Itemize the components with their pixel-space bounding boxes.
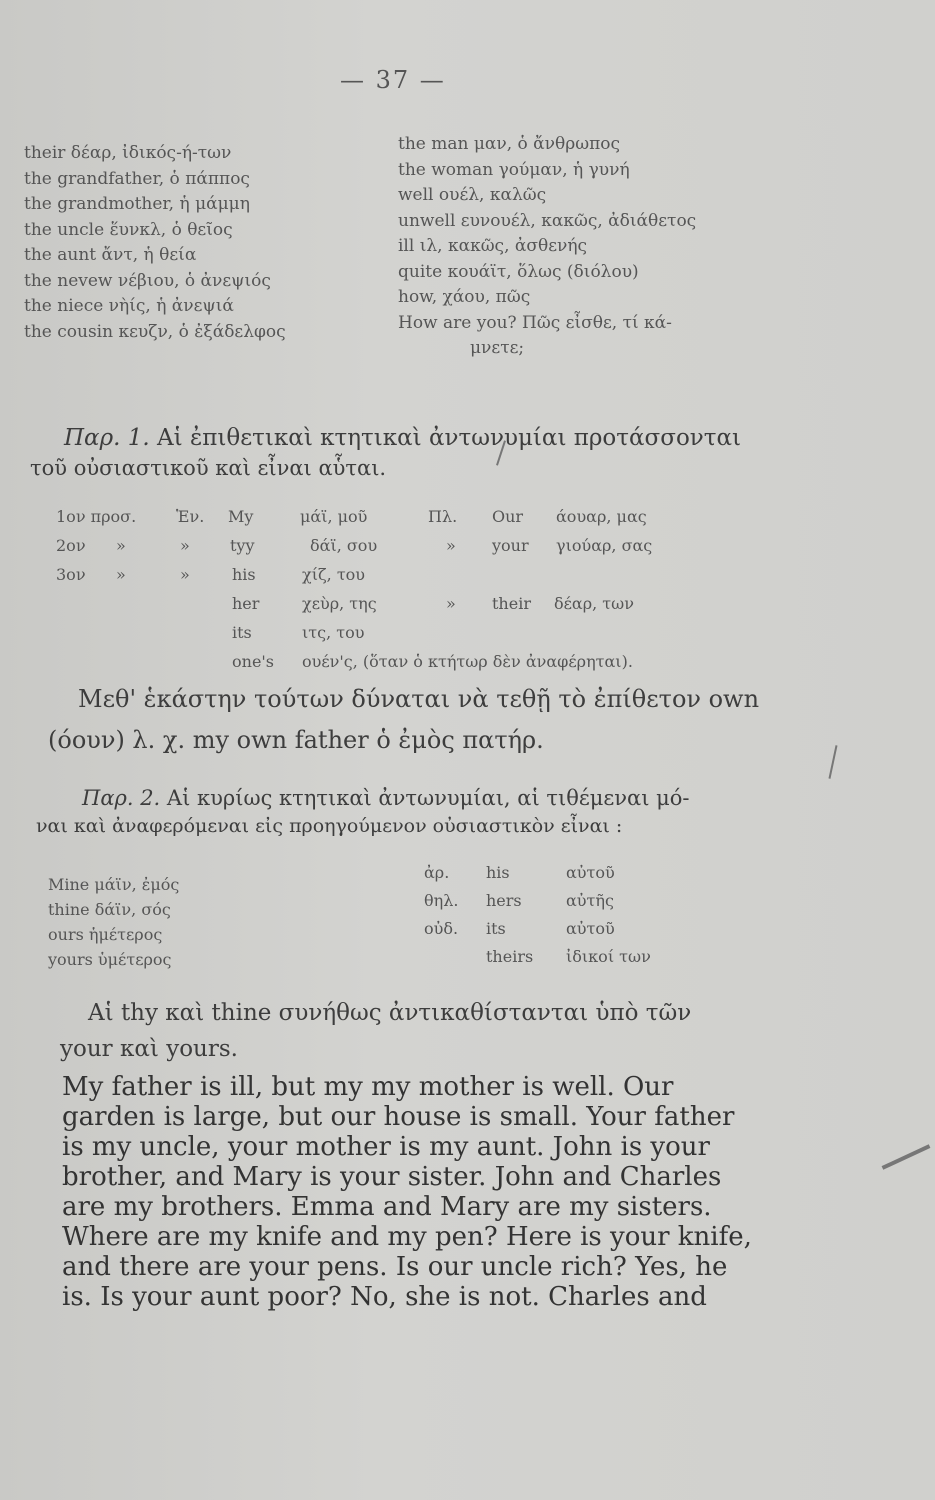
exercise-line: My father is ill, but my my mother is well. Our — [62, 1072, 674, 1102]
english-cell: its — [232, 623, 252, 642]
vocab-entry: quite κουάϊτ, ὅλως (διόλου) — [398, 261, 639, 282]
vocab-entry: the niece νὴίς, ἡ ἀνεψιά — [24, 296, 234, 316]
vocab-entry: the aunt ἄντ, ἡ θεία — [24, 245, 197, 265]
pronoun-entry: thine δάϊν, σός — [48, 900, 171, 919]
ditto-mark: » — [116, 536, 126, 555]
gender-cell: θηλ. — [424, 891, 459, 910]
greek-cell: χεὺρ, της — [302, 594, 377, 613]
vocab-entry: the woman γούμαν, ἡ γυνή — [398, 159, 630, 180]
greek-cell: χίζ, του — [302, 565, 366, 584]
exercise-text — [62, 1072, 752, 1312]
english-cell: hers — [486, 891, 522, 910]
vocab-entry: well ουέλ, καλῶς — [398, 185, 547, 205]
absolute-pronouns-left — [48, 872, 179, 972]
vocabulary-list-right — [398, 132, 696, 362]
english-cell: My — [228, 507, 254, 526]
margin-pencil-mark — [882, 1144, 931, 1170]
english-cell: tyy — [230, 536, 255, 555]
exercise-line: is. Is your aunt poor? No, she is not. Charles and — [62, 1282, 707, 1312]
greek-cell: ἰδικοί των — [566, 947, 651, 966]
plural-greek-cell: άουαρ, μας — [556, 507, 647, 526]
exercise-line: garden is large, but our house is small. Your father — [62, 1102, 735, 1132]
own-paragraph-line-2: (όουν) λ. χ. my own father ὁ ἐμὸς πατήρ. — [48, 726, 544, 754]
plural-english-cell: Our — [492, 507, 524, 526]
exercise-line: are my brothers. Emma and Mary are my sisters. — [62, 1192, 712, 1222]
pronoun-entry: yours ὑμέτερος — [48, 950, 172, 969]
vocab-entry: the grandmother, ἡ μάμμη — [24, 194, 250, 214]
plural-greek-cell: γιούαρ, σας — [556, 536, 653, 555]
vocab-entry: how, χάου, πῶς — [398, 287, 531, 307]
vocab-entry: the man μαν, ὁ ἄνθρωπος — [398, 134, 620, 154]
english-cell: one's — [232, 652, 275, 671]
english-cell: his — [232, 565, 256, 584]
paragraph-2 — [82, 786, 690, 810]
gender-cell: οὐδ. — [424, 919, 459, 938]
vocab-entry: How are you? Πῶς εἶσθε, τί κά- — [398, 312, 672, 333]
exercise-line: and there are your pens. Is our uncle rich? Yes, he — [62, 1252, 728, 1282]
english-cell: her — [232, 594, 260, 613]
plural-english-cell: your — [492, 536, 529, 555]
paragraph-label: Παρ. 2. — [82, 786, 161, 810]
vocab-entry: their δέαρ, ἰδικός-ή-των — [24, 143, 232, 163]
exercise-line: is my uncle, your mother is my aunt. John is your — [62, 1132, 710, 1162]
pronoun-entry: ours ἡμέτερος — [48, 925, 163, 944]
plural-marker: » — [446, 594, 456, 613]
gender-cell: ἀρ. — [424, 863, 450, 882]
thy-paragraph-line-2: your καὶ yours. — [60, 1036, 238, 1062]
vocab-entry: the cousin κευζν, ὁ ἐξάδελφος — [24, 321, 286, 342]
pronoun-entry: Mine μάϊν, ἐμός — [48, 875, 180, 894]
person-cell: 1ον προσ. — [56, 507, 137, 526]
thy-paragraph-line-1: Αἱ thy καὶ thine συνήθως ἀντικαθίστανται ὑπὸ τῶν — [88, 1000, 692, 1026]
paragraph-1 — [64, 425, 741, 451]
exercise-line: Where are my knife and my pen? Here is your knife, — [62, 1222, 752, 1252]
number-cell: » — [180, 565, 190, 584]
vocab-entry: unwell ευνουέλ, κακῶς, ἀδιάθετος — [398, 210, 697, 231]
greek-cell: ουέν'ς, (ὅταν ὁ κτήτωρ δὲν ἀναφέρηται). — [302, 652, 633, 671]
greek-cell: μάϊ, μοῦ — [300, 507, 368, 526]
plural-greek-cell: δέαρ, των — [554, 594, 634, 613]
plural-marker: Πλ. — [428, 507, 458, 526]
paragraph-2-line-2: ναι καὶ ἀναφερόμεναι εἰς προηγούμενον οὐσιαστικὸν εἶναι : — [36, 815, 623, 837]
paragraph-text: Αἱ κυρίως κτητικαὶ ἀντωνυμίαι, αἱ τιθέμεναι μό- — [166, 786, 690, 810]
person-cell: 2ον — [56, 536, 86, 555]
absolute-pronouns-right — [424, 860, 724, 970]
plural-marker: » — [446, 536, 456, 555]
person-cell: 3ον — [56, 565, 86, 584]
page-number: — 37 — — [340, 66, 446, 94]
english-cell: its — [486, 919, 506, 938]
greek-cell: δάϊ, σου — [310, 536, 378, 555]
greek-cell: αὐτοῦ — [566, 863, 615, 882]
english-cell: his — [486, 863, 510, 882]
vocabulary-list-left — [24, 141, 286, 345]
english-cell: theirs — [486, 947, 534, 966]
vocab-entry: ill ιλ, κακῶς, ἀσθενής — [398, 236, 588, 256]
margin-pencil-mark — [828, 745, 837, 779]
greek-cell: ιτς, του — [302, 623, 365, 642]
paragraph-1-line-2: τοῦ οὐσιαστικοῦ καὶ εἶναι αὗται. — [30, 456, 387, 480]
vocab-entry: the grandfather, ὁ πάππος — [24, 168, 250, 189]
vocab-entry: μνετε; — [470, 338, 525, 358]
plural-english-cell: their — [492, 594, 531, 613]
paragraph-text: Αἱ ἐπιθετικαὶ κτητικαὶ ἀντωνυμίαι προτάσσονται — [157, 425, 742, 451]
number-cell: » — [180, 536, 190, 555]
ditto-mark: » — [116, 565, 126, 584]
exercise-line: brother, and Mary is your sister. John and Charles — [62, 1162, 722, 1192]
vocab-entry: the nevew νέβιου, ὁ ἀνεψιός — [24, 270, 271, 291]
greek-cell: αὐτοῦ — [566, 919, 615, 938]
greek-cell: αὐτῆς — [566, 891, 614, 910]
own-paragraph-line-1: Μεθ' ἑκάστην τούτων δύναται νὰ τεθῇ τὸ ἐπίθετον own — [78, 685, 760, 713]
vocab-entry: the uncle ἕυνκλ, ὁ θεῖος — [24, 219, 233, 240]
paragraph-label: Παρ. 1. — [64, 425, 150, 451]
number-cell: Ἑν. — [176, 507, 205, 526]
